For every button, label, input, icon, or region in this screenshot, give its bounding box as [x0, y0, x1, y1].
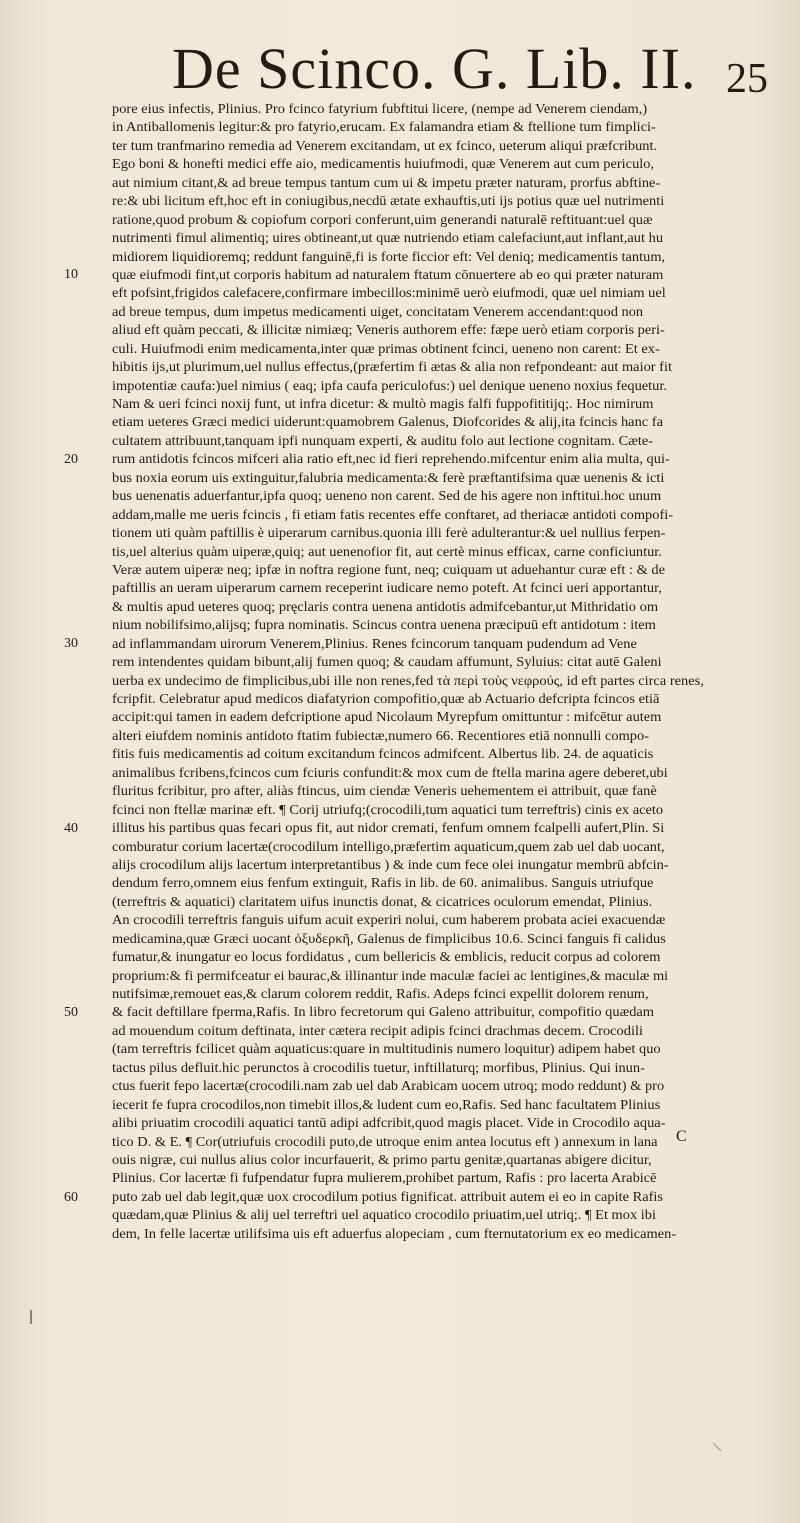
text-line: & facit deftillare fperma,Rafis. In libro fecretorum qui Galeno attribuitur, compofitio quædam	[112, 1004, 655, 1020]
text-line: impotentiæ caufa:)uel nimius ( eaq; ipfa caufa periculofus:) uel denique ueneno noxius fequetur.	[112, 377, 667, 393]
text-line: nutifsimæ,remouet eas,& clarum colorem reddit, Rafis. Adeps fcinci expellit dolorem renum,	[112, 986, 649, 1001]
text-line: ter tum tranfmarino remedia ad Venerem excitandam, ut ex fcinco, ueterum aliqui præfcribunt.	[112, 137, 658, 153]
text-line: tactus pilus defluit.hic perunctos à crocodilis tuetur, inftillaturq; morfibus, Plinius. Qui inun-	[112, 1059, 645, 1075]
text-line: in Antiballomenis legitur:& pro fatyrio,erucam. Ex falamandra etiam & ftellione tum fimplici-	[112, 119, 656, 135]
text-line: addam,malle me ueris fcincis , fi etiam fatis recentes effe conftaret, ad theriacæ antidoti compofi-	[112, 506, 674, 522]
text-line: tico D. & E. ¶ Cor(utriufuis crocodili puto,de utroque enim antea locutus eft ) annexum in lana	[112, 1133, 658, 1149]
text-line: cultatem attribuunt,tanquam ipfi nunquam experti, & auditu folo aut lectione cognitam. Cæte-	[112, 432, 654, 448]
text-line: alijs crocodilum alijs lacertum interpretantibus ) & inde cum fece olei inungatur membrū abfcin-	[112, 856, 669, 872]
text-line: ad mouendum coitum deftinata, inter cætera recipit adipis fcinci drachmas decem. Crocodili	[112, 1022, 643, 1038]
text-line: eft pofsint,frigidos calefacere,confirmare imbecillos:minimē uerò eiufmodi, quæ uel nimiam uel	[112, 285, 666, 301]
text-line: fitis fuis medicamentis ad coitum excitandum fcincos admifcent. Albertus lib. 24. de aquaticis	[112, 746, 654, 762]
text-line: alteri eiufdem nominis antidoto ftatim fubiectæ,numero 66. Recentiores etiā nonnulli compo-	[112, 727, 650, 743]
text-line: hibitis ijs,ut plurimum,uel nullus effectus,(præfertim fi ætas & alia non refpondeant: aut maior fit	[112, 359, 672, 375]
signature-mark: C	[676, 1128, 687, 1145]
text-line: aut nimium citant,& ad breue tempus tantum cum ui & impetu præter naturam, prorfus abftine-	[112, 174, 661, 190]
text-line: ad breue tempus, dum impetus medicamenti uiget, concitatam Venerem accendant:quod non	[112, 303, 644, 319]
text-line: rum antidotis fcincos mifceri alia ratio eft,nec id fieri reprehendo.mifcentur enim alia multa, qui-	[112, 451, 670, 467]
gutter-mark	[30, 1310, 32, 1324]
text-line: dendum ferro,omnem eius fenfum extinguit, Rafis in lib. de 60. animalibus. Sanguis utriufque	[112, 875, 654, 891]
text-line: ratione,quod probum & copiofum corpori conferunt,uim generandi naturalē reftituant:uel quæ	[112, 211, 653, 227]
page-header	[0, 30, 800, 110]
text-line: iecerit fe fupra crocodilos,non timebit illos,& ludent cum eo,Rafis. Sed hanc facultatem Plinius	[112, 1096, 661, 1112]
line-number: 60	[64, 1190, 78, 1205]
text-line: paftillis an ueram uiperarum carnem receperint iudicare nemo poteft. At fcinci ueri apportantur,	[112, 580, 662, 596]
text-line: & multis apud ueteres quoq; pręclaris contra uenena antidotis admifcebantur,ut Mithridatio om	[112, 598, 659, 614]
text-line: accipit:qui tamen in eadem defcriptione apud Nicolaum Myrepfum omittuntur : mifcētur autem	[112, 709, 662, 725]
text-line: animalibus fcribens,fcincos cum fciuris confundit:& mox cum de ftella marina agere deberet,ubi	[112, 764, 668, 780]
text-line: alibi priuatim crocodili aquatici tantū adipi adfcribit,quod magis placet. Vide in Crocodilo aqua-	[112, 1115, 666, 1131]
line-number: 20	[64, 452, 78, 467]
text-line: ctus fuerit fepo lacertæ(crocodili.nam zab uel dab Arabicam uocem utroq; modo reddunt) & pro	[112, 1078, 665, 1094]
text-line: (terreftris & aquatici) claritatem uifus inunctis donat, & cicatrices oculorum emendat, Plinius.	[112, 893, 653, 909]
stray-ink-mark	[712, 1442, 722, 1452]
text-line: dem, In felle lacertæ utilifsima uis eft aduerfus alopeciam , cum fternutatorium ex eo medicamen-	[112, 1225, 677, 1241]
text-line: puto zab uel dab legit,quæ uox crocodilum potius fignificat. attribuit autem ei eo in capite Rafis	[112, 1188, 664, 1204]
line-number: 40	[64, 821, 78, 836]
text-line: bus uenenatis aduerfantur,ipfa quoq; ueneno non carent. Sed de his agere non inftitui.hoc unum	[112, 488, 662, 504]
text-line: nutrimenti fimul alimentiq; uires obtineant,ut quæ nutriendo etiam calefaciunt,aut inflant,aut hu	[112, 230, 664, 246]
page-number: 25	[726, 56, 768, 102]
text-line: pore eius infectis, Plinius. Pro fcinco fatyrium fubftitui licere, (nempe ad Venerem ciendam,)	[112, 101, 648, 116]
text-line: culi. Huiufmodi enim medicamenta,inter quæ primas obtinent fcinci, ueneno non carent: Et ex-	[112, 340, 660, 356]
text-line: rem intendentes quidam bibunt,alij fumen quoq; & caudam affumunt, Syluius: citat autē Galeni	[112, 654, 662, 670]
text-line: fumatur,& inungatur eo locus fordidatus , cum bellericis & emblicis, reducit corpus ad colorem	[112, 949, 661, 965]
text-line: fluritus fcribitur, pro after, aliàs ftincus, uim ciendæ Veneris uehementem ei attribuit, quæ fanè	[112, 783, 657, 799]
text-line: tis,uel alterius quàm uiperæ,quiq; aut uenenofior fit, aut certè minus efficax, carne conficiuntur.	[112, 543, 662, 559]
line-number: 50	[64, 1005, 78, 1020]
text-line: quædam,quæ Plinius & alij uel terreftri uel aquatico crocodilo priuatim,uel utriq;. ¶ Et mox ibi	[112, 1207, 656, 1223]
text-line: (tam terreftris fcilicet quàm aquaticus:quare in multitudinis numero loquitur) adipem habet quo	[112, 1041, 661, 1057]
text-line: re:& ubi licitum eft,hoc eft in coniugibus,necdū ætate exhauftis,uti ijs potius quæ uel nutrimenti	[112, 193, 665, 209]
text-line: Nam & ueri fcinci noxij funt, ut infra dicetur: & multò magis falfi fuppofititijq;. Hoc nimirum	[112, 396, 654, 411]
running-head: De Scinco. G. Lib. II.	[172, 36, 697, 101]
text-line: uerba ex undecimo de fimplicibus,ubi ille non renes,fed τὰ περὶ τοὺς νεφρούς, id eft partes circa renes,	[112, 672, 704, 688]
text-line: midiorem liquidioremq; reddunt fanguinē,fi is forte ficcior eft: Vel deniq; medicamentis tantum,	[112, 248, 666, 264]
text-line: medicamina,quæ Græci uocant ὀξυδερκῆ, Galenus de fimplicibus 10.6. Scinci fanguis fi calidus	[112, 930, 666, 946]
text-line: illitus his partibus quas fecari opus fit, aut nidor cremati, fenfum omnem fcalpelli aufert,Plin. Si	[112, 820, 665, 836]
text-line: fcripfit. Celebratur apud medicos diafatyrion compofitio,quæ ab Actuario defcripta fcincos etiā	[112, 691, 660, 706]
text-line: proprium:& fi permifceatur ei baurac,& illinantur inde maculæ faciei ac lentigines,& maculæ mi	[112, 967, 669, 983]
text-line: An crocodili terreftris fanguis uifum acuit experiri nolui, cum haberem probata aciei exacuendæ	[112, 912, 666, 928]
text-line: Ego boni & honefti medici effe aio, medicamentis huiufmodi, quæ Venerem aut cum periculo,	[112, 156, 655, 172]
text-line: comburatur corium lacertæ(crocodilum intelligo,præfertim aquaticum,quem zab uel dab uocant,	[112, 838, 665, 854]
text-line: ad inflammandam uirorum Venerem,Plinius. Renes fcincorum tanquam pudendum ad Vene	[112, 635, 637, 651]
text-line: tionem uti quàm paftillis è uiperarum carnibus.quonia illi ferè adulterantur:& uel nullius ferpen-	[112, 525, 666, 541]
text-line: Plinius. Cor lacertæ fi fufpendatur fupra mulierem,prohibet partum, Rafis : pro lacerta Arabicē	[112, 1170, 657, 1186]
body-text	[112, 100, 772, 1243]
text-line: etiam ueteres Græci medici uiderunt:quamobrem Galenus, Diofcorides & alij,ita fcincis hanc fa	[112, 414, 663, 430]
text-line: Veræ autem uiperæ neq; ipfæ in noftra regione funt, neq; cuiquam ut aduehantur curæ eft : & de	[112, 561, 666, 577]
text-line: fcinci non ftellæ marinæ eft. ¶ Corij utriufq;(crocodili,tum aquatici tum terreftris) cinis ex aceto	[112, 801, 664, 817]
text-line: bus noxia eorum uis extinguitur,falubria medicamenta:& ferè præftantifsima quæ uenenis & icti	[112, 469, 665, 485]
text-line: aliud eft quàm peccati, & illicitæ nimiæq; Veneris authorem effe: fæpe uerò etiam corporis peri-	[112, 322, 665, 338]
line-number: 10	[64, 267, 78, 282]
line-number: 30	[64, 636, 78, 651]
text-line: nium nobilifsimo,alijsq; fupra nominatis. Scincus contra uenena præcipuū eft antidotum : item	[112, 617, 656, 633]
text-line: ouis nigræ, cui nullus alius color incurfauerit, & primo partu genitæ,quartanas abigere dicitur,	[112, 1151, 652, 1167]
text-line: quæ eiufmodi fint,ut corporis habitum ad naturalem ftatum cōnuertere ab eo qui præter naturam	[112, 266, 664, 282]
